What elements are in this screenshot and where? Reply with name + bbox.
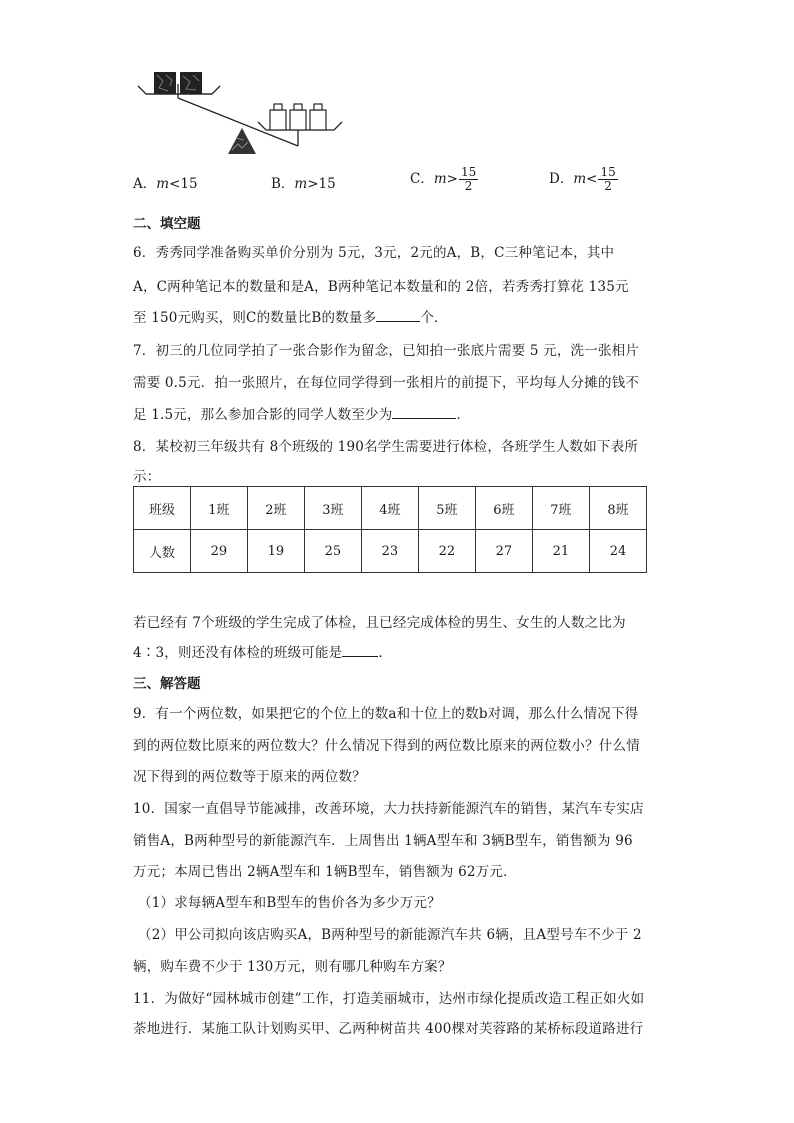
choice-c: C．m> $\frac{15}{2}$ [410, 165, 477, 193]
q8-line-4: 4∶3，则还没有体检的班级可能是 ． [133, 645, 393, 661]
q6-line-1: 6．秀秀同学准备购买单价分别为 5元，3元，2元的A，B，C三种笔记本，其中 [133, 245, 615, 261]
answer-blank[interactable] [376, 309, 420, 322]
black-block-1 [154, 72, 176, 94]
table-header-cell: 3班 [304, 487, 361, 530]
q8-line-2: 示： [133, 469, 161, 485]
cylinder-weight-2 [290, 104, 306, 130]
q10-line-2: 销售A，B两种型号的新能源汽车．上周售出 1辆A型车和 3辆B型车，销售额为 96 [133, 833, 633, 849]
answer-blank[interactable] [392, 406, 456, 419]
fraction: $\frac{15}{2}$ [600, 165, 616, 193]
q11-line-2: 荼地进行．某施工队计划购买甲、乙两种树苗共 400棵对芙蓉路的某桥标段道路进行 [133, 1021, 644, 1037]
section-fill-in-title: 二、填空题 [133, 216, 201, 232]
cylinder-weight-3 [310, 104, 326, 130]
q10-line-3: 万元；本周已售出 2辆A型车和 1辆B型车，销售额为 62万元． [133, 864, 517, 880]
q6-line-3: 至 150元购买，则C的数量比B的数量多 个． [133, 310, 448, 326]
table-header-cell: 2班 [247, 487, 304, 530]
q7-line-1: 7．初三的几位同学拍了一张合影作为留念，已知拍一张底片需要 5 元，洗一张相片 [133, 343, 640, 359]
table-cell: 21 [532, 530, 589, 573]
table-header-cell: 班级 [134, 487, 191, 530]
table-cell: 29 [190, 530, 247, 573]
choice-d: D．m< $\frac{15}{2}$ [549, 165, 616, 193]
table-cell: 27 [475, 530, 532, 573]
table-cell: 24 [589, 530, 646, 573]
cylinder-weight-1 [270, 104, 286, 130]
black-block-2 [180, 72, 202, 94]
q7-line-3: 足 1.5元，那么参加合影的同学人数至少为 ． [133, 407, 471, 423]
table-header-cell: 8班 [589, 487, 646, 530]
q9-line-1: 9．有一个两位数，如果把它的个位上的数a和十位上的数b对调，那么什么情况下得 [133, 706, 639, 722]
table-row [134, 530, 647, 573]
q11-line-1: 11．为做好“园林城市创建”工作，打造美丽城市，达州市绿化提质改造工程正如火如 [133, 991, 645, 1007]
choice-b: B．m>15 [271, 176, 336, 192]
fraction: $\frac{15}{2}$ [460, 165, 477, 193]
left-pan [138, 86, 220, 94]
section-solve-title: 三、解答题 [133, 676, 201, 692]
q8-line-1: 8．某校初三年级共有 8个班级的 190名学生需要进行体检，各班学生人数如下表所 [133, 439, 639, 455]
q9-line-2: 到的两位数比原来的两位数大？什么情况下得到的两位数比原来的两位数小？什么情 [133, 738, 640, 754]
q10-line-1: 10．国家一直倡导节能减排，改善环境，大力扶持新能源汽车的销售，某汽车专实店 [133, 801, 644, 817]
q9-line-3: 况下得到的两位数等于原来的两位数？ [133, 769, 366, 785]
answer-choices [0, 166, 794, 206]
q10-subquestion-2-cont: 辆，购车费不少于 130万元，则有哪几种购车方案？ [133, 959, 452, 975]
table-row [134, 487, 647, 530]
answer-blank[interactable] [342, 644, 378, 657]
q10-subquestion-2: （2）甲公司拟向该店购买A，B两种型号的新能源汽车共 6辆，且A型号车不少于 2 [138, 927, 642, 943]
q6-line-2: A，C两种笔记本的数量和是A，B两种笔记本数量和的 2倍，若秀秀打算花 135元 [133, 279, 629, 295]
table-header-cell: 4班 [361, 487, 418, 530]
table-header-cell: 6班 [475, 487, 532, 530]
table-cell: 25 [304, 530, 361, 573]
q7-line-2: 需要 0.5元．拍一张照片，在每位同学得到一张相片的前提下，平均每人分摊的钱不 [133, 375, 640, 391]
table-header-cell: 1班 [190, 487, 247, 530]
class-count-table [133, 486, 647, 573]
q8-line-3: 若已经有 7个班级的学生完成了体检，且已经完成体检的男生、女生的人数之比为 [133, 615, 626, 631]
choice-a: A．m<15 [133, 176, 198, 192]
table-cell: 人数 [134, 530, 191, 573]
table-header-cell: 7班 [532, 487, 589, 530]
table-cell: 23 [361, 530, 418, 573]
balance-scale-figure [130, 66, 360, 162]
q10-subquestion-1: （1）求每辆A型车和B型车的售价各为多少万元？ [138, 895, 441, 911]
table-cell: 22 [418, 530, 475, 573]
table-cell: 19 [247, 530, 304, 573]
table-header-cell: 5班 [418, 487, 475, 530]
